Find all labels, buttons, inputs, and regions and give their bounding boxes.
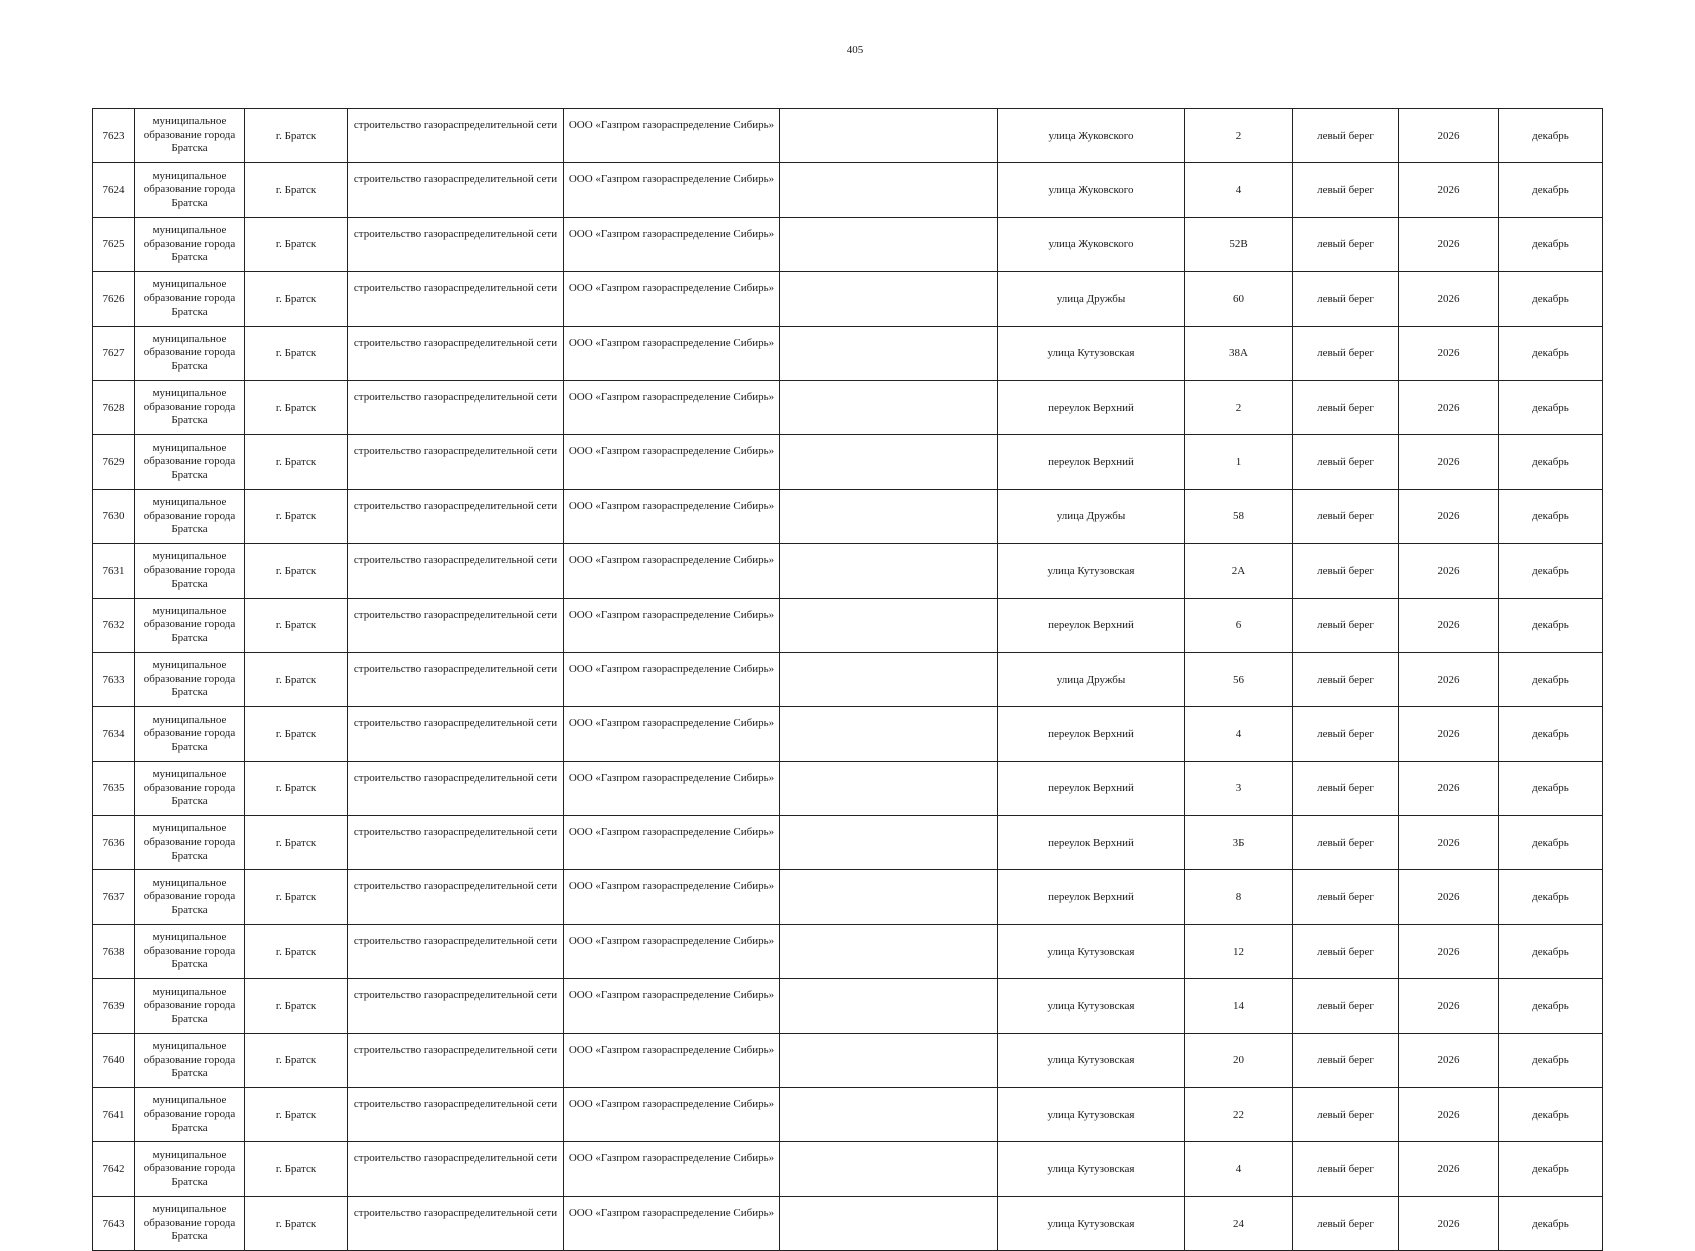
municipality-cell: муниципальное образование города Братска [135,326,245,380]
organization-cell: ООО «Газпром газораспределение Сибирь» [564,1033,780,1087]
city-cell: г. Братск [245,816,348,870]
blank-cell [780,163,998,217]
street-cell: переулок Верхний [998,435,1185,489]
organization-cell: ООО «Газпром газораспределение Сибирь» [564,544,780,598]
blank-cell [780,816,998,870]
street-cell: улица Кутузовская [998,544,1185,598]
row-number: 7638 [93,924,135,978]
city-cell: г. Братск [245,163,348,217]
work-type-cell: строительство газораспределительной сети [348,217,564,271]
house-number-cell: 2А [1185,544,1293,598]
house-number-cell: 24 [1185,1196,1293,1250]
organization-cell: ООО «Газпром газораспределение Сибирь» [564,163,780,217]
organization-cell: ООО «Газпром газораспределение Сибирь» [564,1142,780,1196]
street-cell: переулок Верхний [998,380,1185,434]
street-cell: улица Жуковского [998,163,1185,217]
street-cell: улица Жуковского [998,217,1185,271]
city-cell: г. Братск [245,544,348,598]
organization-cell: ООО «Газпром газораспределение Сибирь» [564,761,780,815]
month-cell: декабрь [1499,326,1603,380]
municipality-cell: муниципальное образование города Братска [135,380,245,434]
table-row [93,816,1603,870]
blank-cell [780,544,998,598]
month-cell: декабрь [1499,217,1603,271]
municipality-cell: муниципальное образование города Братска [135,816,245,870]
city-cell: г. Братск [245,1196,348,1250]
year-cell: 2026 [1399,380,1499,434]
month-cell: декабрь [1499,816,1603,870]
organization-cell: ООО «Газпром газораспределение Сибирь» [564,652,780,706]
work-type-cell: строительство газораспределительной сети [348,544,564,598]
blank-cell [780,598,998,652]
month-cell: декабрь [1499,979,1603,1033]
work-type-cell: строительство газораспределительной сети [348,816,564,870]
municipality-cell: муниципальное образование города Братска [135,707,245,761]
row-number: 7624 [93,163,135,217]
city-cell: г. Братск [245,109,348,163]
street-cell: улица Кутузовская [998,979,1185,1033]
street-cell: улица Дружбы [998,652,1185,706]
year-cell: 2026 [1399,816,1499,870]
river-bank-cell: левый берег [1293,489,1399,543]
river-bank-cell: левый берег [1293,761,1399,815]
year-cell: 2026 [1399,217,1499,271]
city-cell: г. Братск [245,598,348,652]
work-type-cell: строительство газораспределительной сети [348,163,564,217]
work-type-cell: строительство газораспределительной сети [348,761,564,815]
house-number-cell: 2 [1185,109,1293,163]
month-cell: декабрь [1499,272,1603,326]
month-cell: декабрь [1499,1196,1603,1250]
river-bank-cell: левый берег [1293,652,1399,706]
blank-cell [780,979,998,1033]
table-row [93,163,1603,217]
municipality-cell: муниципальное образование города Братска [135,217,245,271]
year-cell: 2026 [1399,761,1499,815]
blank-cell [780,1088,998,1142]
organization-cell: ООО «Газпром газораспределение Сибирь» [564,489,780,543]
row-number: 7632 [93,598,135,652]
table-row [93,870,1603,924]
work-type-cell: строительство газораспределительной сети [348,380,564,434]
month-cell: декабрь [1499,1088,1603,1142]
city-cell: г. Братск [245,979,348,1033]
year-cell: 2026 [1399,435,1499,489]
work-type-cell: строительство газораспределительной сети [348,598,564,652]
street-cell: улица Кутузовская [998,1142,1185,1196]
city-cell: г. Братск [245,707,348,761]
house-number-cell: 52В [1185,217,1293,271]
house-number-cell: 60 [1185,272,1293,326]
month-cell: декабрь [1499,544,1603,598]
work-type-cell: строительство газораспределительной сети [348,1196,564,1250]
river-bank-cell: левый берег [1293,870,1399,924]
table-row [93,435,1603,489]
blank-cell [780,1142,998,1196]
river-bank-cell: левый берег [1293,924,1399,978]
work-type-cell: строительство газораспределительной сети [348,707,564,761]
house-number-cell: 12 [1185,924,1293,978]
house-number-cell: 8 [1185,870,1293,924]
table-row [93,707,1603,761]
work-type-cell: строительство газораспределительной сети [348,489,564,543]
work-type-cell: строительство газораспределительной сети [348,652,564,706]
year-cell: 2026 [1399,489,1499,543]
river-bank-cell: левый берег [1293,1196,1399,1250]
house-number-cell: 58 [1185,489,1293,543]
municipality-cell: муниципальное образование города Братска [135,598,245,652]
year-cell: 2026 [1399,979,1499,1033]
river-bank-cell: левый берег [1293,979,1399,1033]
municipality-cell: муниципальное образование города Братска [135,1196,245,1250]
year-cell: 2026 [1399,109,1499,163]
street-cell: улица Дружбы [998,272,1185,326]
month-cell: декабрь [1499,598,1603,652]
table-row [93,544,1603,598]
table-row [93,761,1603,815]
month-cell: декабрь [1499,435,1603,489]
municipality-cell: муниципальное образование города Братска [135,870,245,924]
blank-cell [780,924,998,978]
table-row [93,489,1603,543]
organization-cell: ООО «Газпром газораспределение Сибирь» [564,109,780,163]
street-cell: переулок Верхний [998,761,1185,815]
city-cell: г. Братск [245,761,348,815]
table-row [93,652,1603,706]
blank-cell [780,380,998,434]
house-number-cell: 22 [1185,1088,1293,1142]
city-cell: г. Братск [245,924,348,978]
river-bank-cell: левый берег [1293,816,1399,870]
year-cell: 2026 [1399,1142,1499,1196]
organization-cell: ООО «Газпром газораспределение Сибирь» [564,1088,780,1142]
municipality-cell: муниципальное образование города Братска [135,1033,245,1087]
month-cell: декабрь [1499,163,1603,217]
house-number-cell: 4 [1185,1142,1293,1196]
house-number-cell: 6 [1185,598,1293,652]
street-cell: улица Кутузовская [998,1196,1185,1250]
city-cell: г. Братск [245,272,348,326]
organization-cell: ООО «Газпром газораспределение Сибирь» [564,217,780,271]
river-bank-cell: левый берег [1293,1142,1399,1196]
year-cell: 2026 [1399,598,1499,652]
organization-cell: ООО «Газпром газораспределение Сибирь» [564,979,780,1033]
blank-cell [780,109,998,163]
year-cell: 2026 [1399,544,1499,598]
row-number: 7634 [93,707,135,761]
river-bank-cell: левый берег [1293,598,1399,652]
table-row [93,109,1603,163]
municipality-cell: муниципальное образование города Братска [135,109,245,163]
table-row [93,380,1603,434]
page-number: 405 [846,44,864,56]
work-type-cell: строительство газораспределительной сети [348,870,564,924]
municipality-cell: муниципальное образование города Братска [135,435,245,489]
row-number: 7639 [93,979,135,1033]
house-number-cell: 3Б [1185,816,1293,870]
municipality-cell: муниципальное образование города Братска [135,272,245,326]
municipality-cell: муниципальное образование города Братска [135,1088,245,1142]
year-cell: 2026 [1399,272,1499,326]
organization-cell: ООО «Газпром газораспределение Сибирь» [564,816,780,870]
month-cell: декабрь [1499,1033,1603,1087]
organization-cell: ООО «Газпром газораспределение Сибирь» [564,707,780,761]
municipality-cell: муниципальное образование города Братска [135,652,245,706]
house-number-cell: 3 [1185,761,1293,815]
table-row [93,1033,1603,1087]
blank-cell [780,652,998,706]
street-cell: улица Кутузовская [998,326,1185,380]
blank-cell [780,272,998,326]
city-cell: г. Братск [245,1088,348,1142]
blank-cell [780,435,998,489]
street-cell: переулок Верхний [998,598,1185,652]
organization-cell: ООО «Газпром газораспределение Сибирь» [564,326,780,380]
city-cell: г. Братск [245,217,348,271]
river-bank-cell: левый берег [1293,217,1399,271]
row-number: 7630 [93,489,135,543]
organization-cell: ООО «Газпром газораспределение Сибирь» [564,598,780,652]
row-number: 7627 [93,326,135,380]
river-bank-cell: левый берег [1293,380,1399,434]
blank-cell [780,217,998,271]
city-cell: г. Братск [245,380,348,434]
table-row [93,217,1603,271]
street-cell: улица Кутузовская [998,924,1185,978]
city-cell: г. Братск [245,870,348,924]
municipality-cell: муниципальное образование города Братска [135,761,245,815]
year-cell: 2026 [1399,652,1499,706]
river-bank-cell: левый берег [1293,1088,1399,1142]
row-number: 7628 [93,380,135,434]
organization-cell: ООО «Газпром газораспределение Сибирь» [564,924,780,978]
row-number: 7640 [93,1033,135,1087]
month-cell: декабрь [1499,924,1603,978]
organization-cell: ООО «Газпром газораспределение Сибирь» [564,380,780,434]
year-cell: 2026 [1399,707,1499,761]
table-row [93,326,1603,380]
row-number: 7642 [93,1142,135,1196]
river-bank-cell: левый берег [1293,272,1399,326]
river-bank-cell: левый берег [1293,163,1399,217]
municipality-cell: муниципальное образование города Братска [135,924,245,978]
row-number: 7635 [93,761,135,815]
row-number: 7641 [93,1088,135,1142]
table-row [93,272,1603,326]
river-bank-cell: левый берег [1293,1033,1399,1087]
work-type-cell: строительство газораспределительной сети [348,1142,564,1196]
year-cell: 2026 [1399,870,1499,924]
register-body [93,109,1603,1251]
month-cell: декабрь [1499,109,1603,163]
municipality-cell: муниципальное образование города Братска [135,163,245,217]
work-type-cell: строительство газораспределительной сети [348,326,564,380]
city-cell: г. Братск [245,1142,348,1196]
house-number-cell: 4 [1185,163,1293,217]
organization-cell: ООО «Газпром газораспределение Сибирь» [564,272,780,326]
organization-cell: ООО «Газпром газораспределение Сибирь» [564,1196,780,1250]
street-cell: улица Дружбы [998,489,1185,543]
year-cell: 2026 [1399,326,1499,380]
blank-cell [780,326,998,380]
row-number: 7629 [93,435,135,489]
month-cell: декабрь [1499,870,1603,924]
house-number-cell: 4 [1185,707,1293,761]
municipality-cell: муниципальное образование города Братска [135,979,245,1033]
work-type-cell: строительство газораспределительной сети [348,924,564,978]
month-cell: декабрь [1499,652,1603,706]
blank-cell [780,1033,998,1087]
row-number: 7636 [93,816,135,870]
house-number-cell: 1 [1185,435,1293,489]
month-cell: декабрь [1499,1142,1603,1196]
house-number-cell: 2 [1185,380,1293,434]
municipality-cell: муниципальное образование города Братска [135,489,245,543]
register-table [92,108,1603,1251]
row-number: 7643 [93,1196,135,1250]
work-type-cell: строительство газораспределительной сети [348,272,564,326]
work-type-cell: строительство газораспределительной сети [348,109,564,163]
blank-cell [780,1196,998,1250]
municipality-cell: муниципальное образование города Братска [135,1142,245,1196]
row-number: 7626 [93,272,135,326]
table-row [93,924,1603,978]
organization-cell: ООО «Газпром газораспределение Сибирь» [564,435,780,489]
row-number: 7623 [93,109,135,163]
month-cell: декабрь [1499,380,1603,434]
row-number: 7625 [93,217,135,271]
year-cell: 2026 [1399,163,1499,217]
row-number: 7631 [93,544,135,598]
table-row [93,979,1603,1033]
month-cell: декабрь [1499,707,1603,761]
work-type-cell: строительство газораспределительной сети [348,1088,564,1142]
street-cell: переулок Верхний [998,707,1185,761]
organization-cell: ООО «Газпром газораспределение Сибирь» [564,870,780,924]
city-cell: г. Братск [245,489,348,543]
house-number-cell: 56 [1185,652,1293,706]
work-type-cell: строительство газораспределительной сети [348,435,564,489]
year-cell: 2026 [1399,924,1499,978]
river-bank-cell: левый берег [1293,435,1399,489]
year-cell: 2026 [1399,1196,1499,1250]
house-number-cell: 14 [1185,979,1293,1033]
river-bank-cell: левый берег [1293,109,1399,163]
street-cell: улица Кутузовская [998,1088,1185,1142]
house-number-cell: 38А [1185,326,1293,380]
street-cell: переулок Верхний [998,816,1185,870]
city-cell: г. Братск [245,1033,348,1087]
row-number: 7633 [93,652,135,706]
city-cell: г. Братск [245,435,348,489]
table-row [93,1196,1603,1250]
blank-cell [780,489,998,543]
house-number-cell: 20 [1185,1033,1293,1087]
street-cell: переулок Верхний [998,870,1185,924]
municipality-cell: муниципальное образование города Братска [135,544,245,598]
work-type-cell: строительство газораспределительной сети [348,979,564,1033]
row-number: 7637 [93,870,135,924]
year-cell: 2026 [1399,1088,1499,1142]
month-cell: декабрь [1499,761,1603,815]
river-bank-cell: левый берег [1293,707,1399,761]
month-cell: декабрь [1499,489,1603,543]
year-cell: 2026 [1399,1033,1499,1087]
street-cell: улица Жуковского [998,109,1185,163]
city-cell: г. Братск [245,326,348,380]
river-bank-cell: левый берег [1293,544,1399,598]
table-row [93,598,1603,652]
blank-cell [780,761,998,815]
blank-cell [780,707,998,761]
blank-cell [780,870,998,924]
river-bank-cell: левый берег [1293,326,1399,380]
table-row [93,1088,1603,1142]
table-row [93,1142,1603,1196]
street-cell: улица Кутузовская [998,1033,1185,1087]
work-type-cell: строительство газораспределительной сети [348,1033,564,1087]
city-cell: г. Братск [245,652,348,706]
